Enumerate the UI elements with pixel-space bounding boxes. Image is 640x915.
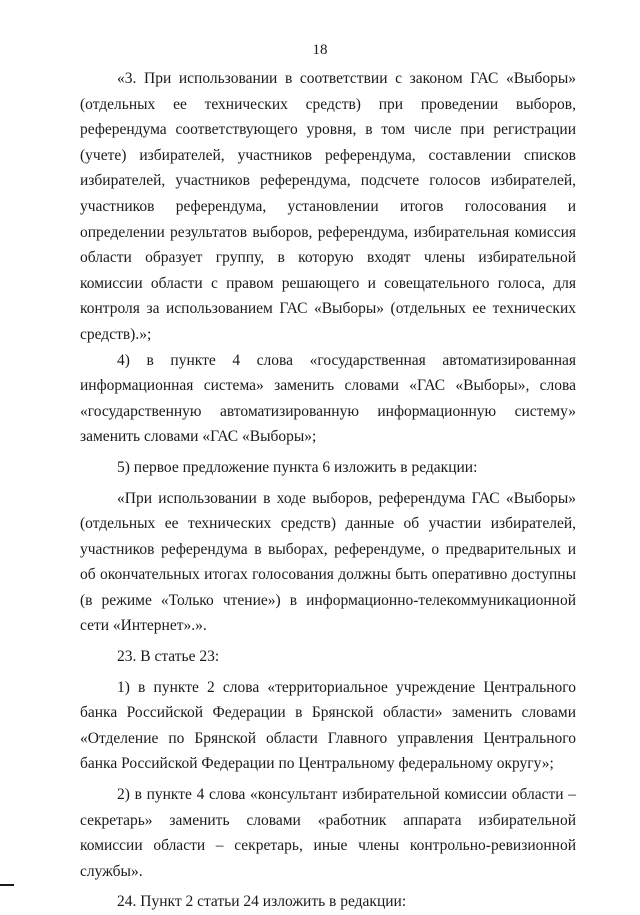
paragraph-article-24: 24. Пункт 2 статьи 24 изложить в редакции:: [117, 893, 407, 911]
paragraph-item-5: 5) первое предложение пункта 6 изложить в редакции:: [117, 458, 478, 476]
paragraph-article-23-item-1: 1) в пункте 2 слова «территориальное учреждение Центрального банка Российской Федерации в Брянской области» заменить словами «Отделение по Брянской области Главного управления Центрального банка Российской Федерации по Центральному федеральному округу»;: [80, 678, 576, 773]
paragraph-clause-3-quote: «3. При использовании в соответствии с законом ГАС «Выборы» (отдельных ее технических средств) при проведении выборов, референдума соответствующего уровня, в том числе при регистрации (учете) избирателей, участников референдума, составлении списков избирателей, участников референдума, подсчете голосов избирателей, участников референдума, установлении итогов голосования и определении результатов выборов, референдума, избирательная комиссия области образует группу, в которую входят члены избирательной комиссии области с правом решающего и совещательного голоса, для контроля за использованием ГАС «Выборы» (отдельных ее технических средств).»;: [80, 70, 576, 343]
scan-edge-mark: [0, 884, 14, 886]
paragraph-article-23: 23. В статье 23:: [117, 648, 220, 666]
paragraph-item-4: 4) в пункте 4 слова «государственная автоматизированная информационная система» заменить словами «ГАС «Выборы», слова «государственную автоматизированную информационную систему» заменить словами «ГАС «Выборы»;: [80, 351, 576, 446]
page-number: 18: [312, 42, 328, 58]
document-body: [80, 66, 576, 915]
paragraph-article-23-item-2: 2) в пункте 4 слова «консультант избирательной комиссии области – секретарь» заменить словами «работник аппарата избирательной комиссии области – секретарь, иные члены контрольно-ревизионной службы».: [80, 786, 576, 880]
paragraph-item-6-quote: «При использовании в ходе выборов, референдума ГАС «Выборы» (отдельных ее технических средств) данные об участии избирателей, участников референдума в выборах, референдуме, о предварительных и об окончательных итогах голосования должны быть оперативно доступны (в режиме «Только чтение») в информационно-телекоммуникационной сети «Интернет».».: [80, 489, 576, 635]
